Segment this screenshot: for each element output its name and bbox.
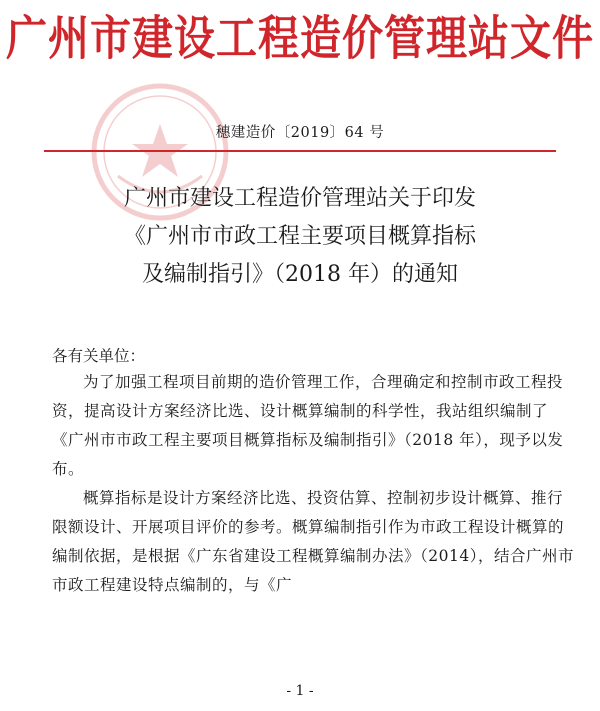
salutation: 各有关单位： (52, 347, 146, 365)
body-paragraph: 为了加强工程项目前期的造价管理工作，合理确定和控制市政工程投资，提高设计方案经济比选、设计概算编制的科学性，我站组织编制了《广州市市政工程主要项目概算指标及编制指引》（2018 年），现予以发布。 (52, 373, 564, 478)
document-number: 穗建造价〔2019〕64 号 (215, 125, 385, 141)
title-line-2: 《广州市市政工程主要项目概算指标 (123, 224, 476, 249)
title-line-1: 广州市建设工程造价管理站关于印发 (123, 186, 476, 211)
page-number: - 1 - (286, 683, 314, 699)
agency-masthead: 广州市建设工程造价管理站文件 (6, 10, 594, 66)
red-divider-line (44, 150, 556, 152)
body-paragraph: 概算指标是设计方案经济比选、投资估算、控制初步设计概算、推行限额设计、开展项目评价的参考。概算编制指引作为市政工程设计概算的编制依据，是根据《广东省建设工程概算编制办法》（2014），结合广州市市政工程建设特点编制的，与《广 (52, 489, 574, 594)
title-line-3: 及编制指引》（2018 年）的通知 (142, 262, 458, 287)
body-text (52, 368, 576, 600)
notice-title (0, 180, 600, 294)
